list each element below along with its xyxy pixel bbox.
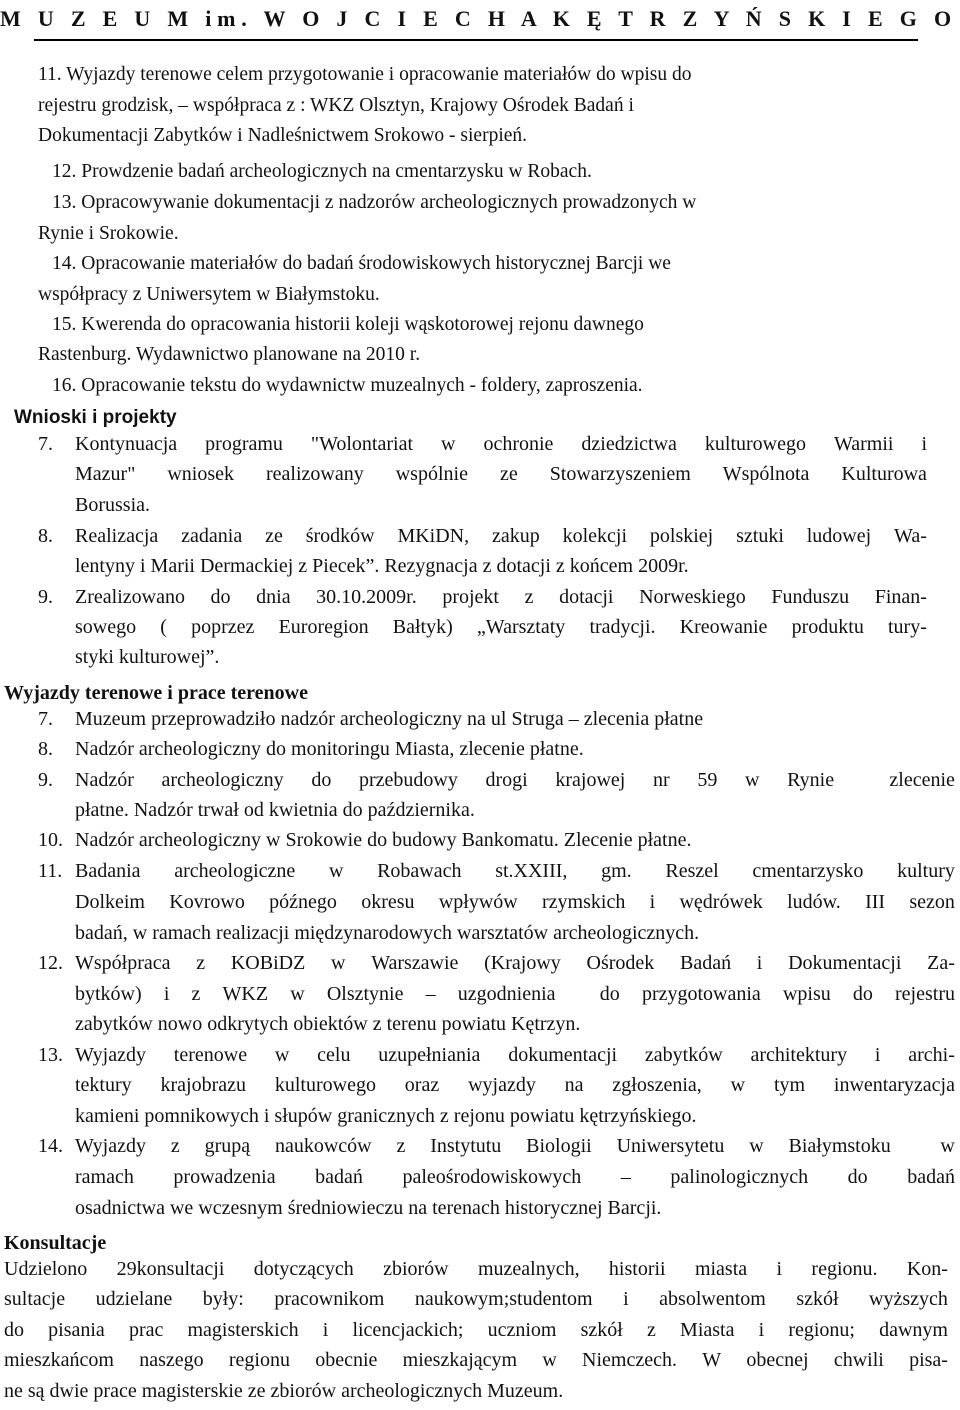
wyjazdy-item-number: 10. [38,829,63,851]
wnioski-item-line: lentyny i Marii Dermackiej z Piecek”. Rezygnacja z dotacji z końcem 2009r. [75,555,689,577]
wyjazdy-item-number: 7. [38,708,53,730]
wyjazdy-item-line: osadnictwa we wczesnym średniowieczu na terenach historycznej Barcji. [75,1197,662,1219]
wyjazdy-item-number: 13. [38,1044,63,1066]
wyjazdy-item-line: tektury krajobrazu kulturowego oraz wyjazdy na zgłoszenia, w tym inwentaryzacja [75,1074,955,1096]
wyjazdy-item-line: Wyjazdy z grupą naukowców z Instytutu Biologii Uniwersytetu w Białymstoku w [75,1135,955,1157]
wyjazdy-item-line: Nadzór archeologiczny do przebudowy drogi krajowej nr 59 w Rynie zlecenie [75,769,955,791]
wyjazdy-item-line: Nadzór archeologiczny w Srokowie do budowy Bankomatu. Zlecenie płatne. [75,829,692,851]
section-a-line: Rastenburg. Wydawnictwo planowane na 2010 r. [38,344,421,365]
konsultacje-heading: Konsultacje [4,1232,107,1254]
wyjazdy-item-line: zabytków nowo odkrytych obiektów z terenu powiatu Kętrzyn. [75,1013,581,1035]
konsultacje-line: sultacje udzielane były: pracownikom naukowym;studentom i absolwentom szkół wyższych [4,1288,948,1310]
wyjazdy-item-number: 9. [38,769,53,791]
wyjazdy-heading: Wyjazdy terenowe i prace terenowe [4,682,308,704]
wyjazdy-item-line: bytków) i z WKZ w Olsztynie – uzgodnienia do przygotowania wpisu do rejestru [75,983,955,1005]
header-rule [34,39,918,41]
page-header: M U Z E U M im. W O J C I E C H A K Ę T R Z Y Ń S K I E G O [0,6,957,31]
wyjazdy-item-line: Dolkeim Kovrowo późnego okresu wpływów rzymskich i wędrówek ludów. III sezon [75,891,955,913]
section-a-line: Rynie i Srokowie. [38,223,179,244]
wnioski-item-line: sowego ( poprzez Euroregion Bałtyk) „Warsztaty tradycji. Kreowanie produktu tury- [75,616,927,638]
wyjazdy-item-number: 11. [38,860,63,882]
section-a-line: 12. Prowdzenie badań archeologicznych na cmentarzysku w Robach. [52,161,592,182]
wnioski-item-line: styki kulturowej”. [75,646,220,668]
wnioski-item-line: Zrealizowano do dnia 30.10.2009r. projekt z dotacji Norweskiego Funduszu Finan- [75,586,927,608]
wyjazdy-item-line: Nadzór archeologiczny do monitoringu Miasta, zlecenie płatne. [75,738,584,760]
wnioski-item-number: 9. [38,586,53,608]
wyjazdy-item-line: Muzeum przeprowadziło nadzór archeologiczny na ul Struga – zlecenia płatne [75,708,704,730]
section-a-line: 14. Opracowanie materiałów do badań środowiskowych historycznej Barcji we [52,253,671,274]
wnioski-item-number: 8. [38,525,53,547]
wnioski-heading: Wnioski i projekty [14,407,177,428]
wnioski-item-line: Mazur" wniosek realizowany wspólnie ze Stowarzyszeniem Wspólnota Kulturowa [75,463,927,485]
wyjazdy-item-number: 12. [38,952,63,974]
konsultacje-line: mieszkańcom naszego regionu obecnie mieszkającym w Niemczech. W obecnej chwili pisa- [4,1349,948,1371]
wnioski-item-number: 7. [38,433,53,455]
wnioski-item-line: Borussia. [75,494,150,516]
wyjazdy-item-number: 14. [38,1135,63,1157]
wyjazdy-item-line: badań, w ramach realizacji międzynarodowych warsztatów archeologicznych. [75,922,700,944]
konsultacje-line: ne są dwie prace magisterskie ze zbiorów archeologicznych Muzeum. [4,1380,564,1402]
wyjazdy-item-line: Wyjazdy terenowe w celu uzupełniania dokumentacji zabytków architektury i archi- [75,1044,955,1066]
section-a-line: 16. Opracowanie tekstu do wydawnictw muzealnych - foldery, zaproszenia. [52,375,643,396]
wyjazdy-item-line: ramach prowadzenia badań paleośrodowiskowych – palinologicznych do badań [75,1166,955,1188]
wyjazdy-item-line: płatne. Nadzór trwał od kwietnia do października. [75,799,475,821]
wyjazdy-item-number: 8. [38,738,53,760]
wnioski-item-line: Kontynuacja programu "Wolontariat w ochronie dziedzictwa kulturowego Warmii i [75,433,927,455]
section-a-line: 11. Wyjazdy terenowe celem przygotowanie i opracowanie materiałów do wpisu do [38,64,692,85]
section-a-line: 15. Kwerenda do opracowania historii koleji wąskotorowej rejonu dawnego [52,314,644,335]
section-a-line: Dokumentacji Zabytków i Nadleśnictwem Srokowo - sierpień. [38,125,528,146]
wyjazdy-item-line: kamieni pomnikowych i słupów granicznych z rejonu powiatu kętrzyńskiego. [75,1105,697,1127]
wyjazdy-item-line: Badania archeologiczne w Robawach st.XXIII, gm. Reszel cmentarzysko kultury [75,860,955,882]
section-a-line: współpracy z Uniwersytem w Białymstoku. [38,284,380,305]
section-a-line: rejestru grodzisk, – współpraca z : WKZ Olsztyn, Krajowy Ośrodek Badań i [38,95,634,116]
wnioski-item-line: Realizacja zadania ze środków MKiDN, zakup kolekcji polskiej sztuki ludowej Wa- [75,525,927,547]
konsultacje-line: do pisania prac magisterskich i licencjackich; uczniom szkół z Miasta i regionu; dawnym [4,1319,948,1341]
section-a-line: 13. Opracowywanie dokumentacji z nadzorów archeologicznych prowadzonych w [52,192,697,213]
wyjazdy-item-line: Współpraca z KOBiDZ w Warszawie (Krajowy Ośrodek Badań i Dokumentacji Za- [75,952,955,974]
konsultacje-line: Udzielono 29konsultacji dotyczących zbiorów muzealnych, historii miasta i regionu. Kon- [4,1258,948,1280]
